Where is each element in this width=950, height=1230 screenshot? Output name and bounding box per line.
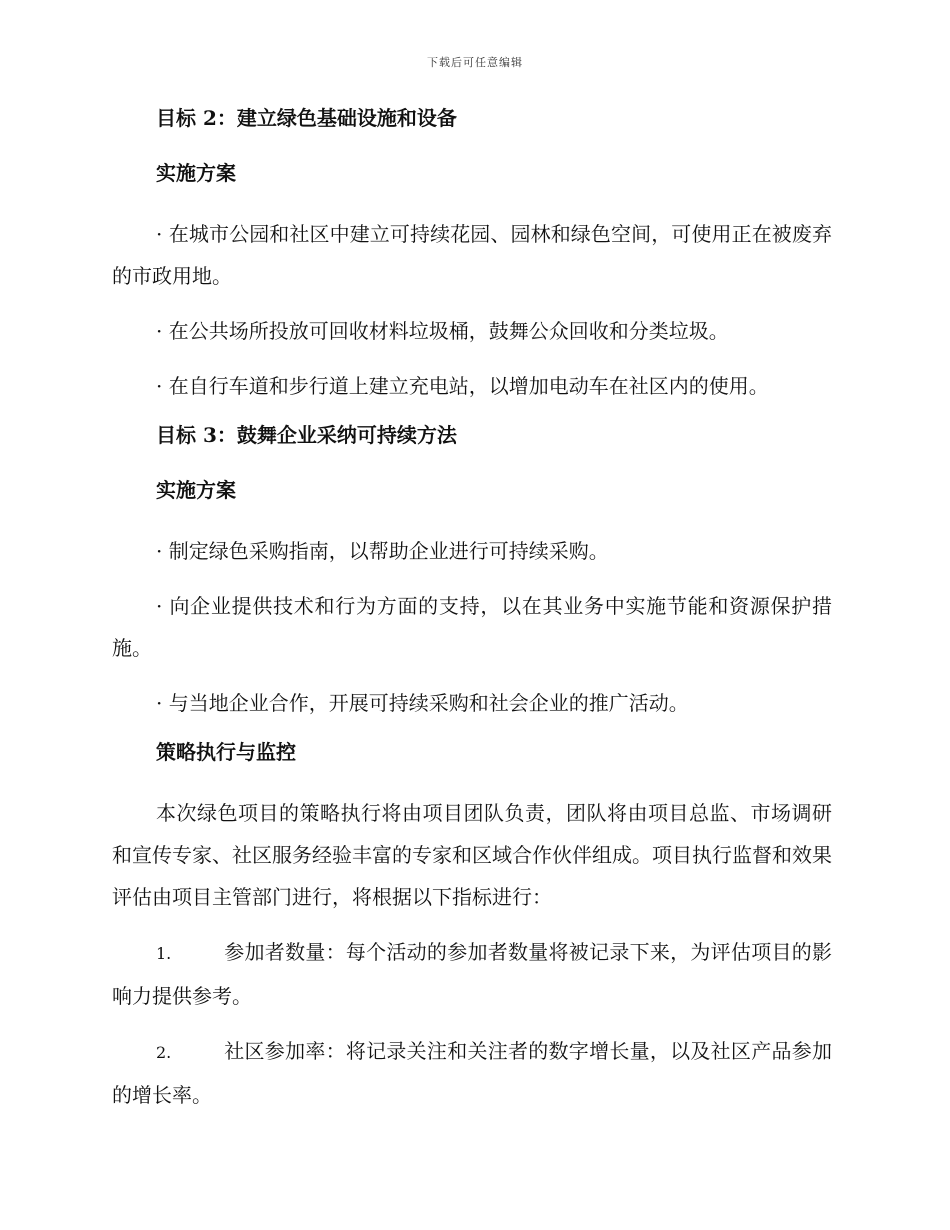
metric-item-number: 2. [156, 1043, 172, 1062]
goal-3-plan-heading: 实施方案 [156, 478, 236, 502]
goal-3-bullet-2: · 向企业提供技术和行为方面的支持，以在其业务中实施节能和资源保护措施。 [112, 594, 832, 660]
strategy-paragraph: 本次绿色项目的策略执行将由项目团队负责，团队将由项目总监、市场调研和宣传专家、社区服务经验丰富的专家和区域合作伙伴组成。项目执行监督和效果评估由项目主管部门进行，将根据以下指标进行： [112, 801, 832, 909]
metric-item-2 [112, 1030, 832, 1116]
goal-2-plan-heading: 实施方案 [156, 161, 236, 185]
goal-3-heading: 目标 3：鼓舞企业采纳可持续方法 [156, 423, 457, 447]
goal-2-bullet-1: · 在城市公园和社区中建立可持续花园、园林和绿色空间，可使用正在被废弃的市政用地。 [112, 222, 832, 288]
metric-item-text: 社区参加率：将记录关注和关注者的数字增长量，以及社区产品参加的增长率。 [112, 1039, 832, 1107]
strategy-heading: 策略执行与监控 [156, 740, 296, 764]
goal-2-bullet-2: · 在公共场所投放可回收材料垃圾桶，鼓舞公众回收和分类垃圾。 [156, 319, 729, 343]
goal-2-heading: 目标 2：建立绿色基础设施和设备 [156, 106, 457, 130]
goal-3-bullet-3: · 与当地企业合作，开展可持续采购和社会企业的推广活动。 [156, 691, 689, 715]
metric-item-text: 参加者数量：每个活动的参加者数量将被记录下来，为评估项目的影响力提供参考。 [112, 940, 832, 1008]
metric-item-1 [112, 931, 832, 1017]
goal-3-bullet-1: · 制定绿色采购指南，以帮助企业进行可持续采购。 [156, 539, 609, 563]
page-header-note: 下载后可任意编辑 [427, 56, 523, 69]
metric-item-number: 1. [156, 944, 172, 963]
document-body [112, 103, 832, 1129]
goal-2-bullet-3: · 在自行车道和步行道上建立充电站，以增加电动车在社区内的使用。 [156, 374, 769, 398]
